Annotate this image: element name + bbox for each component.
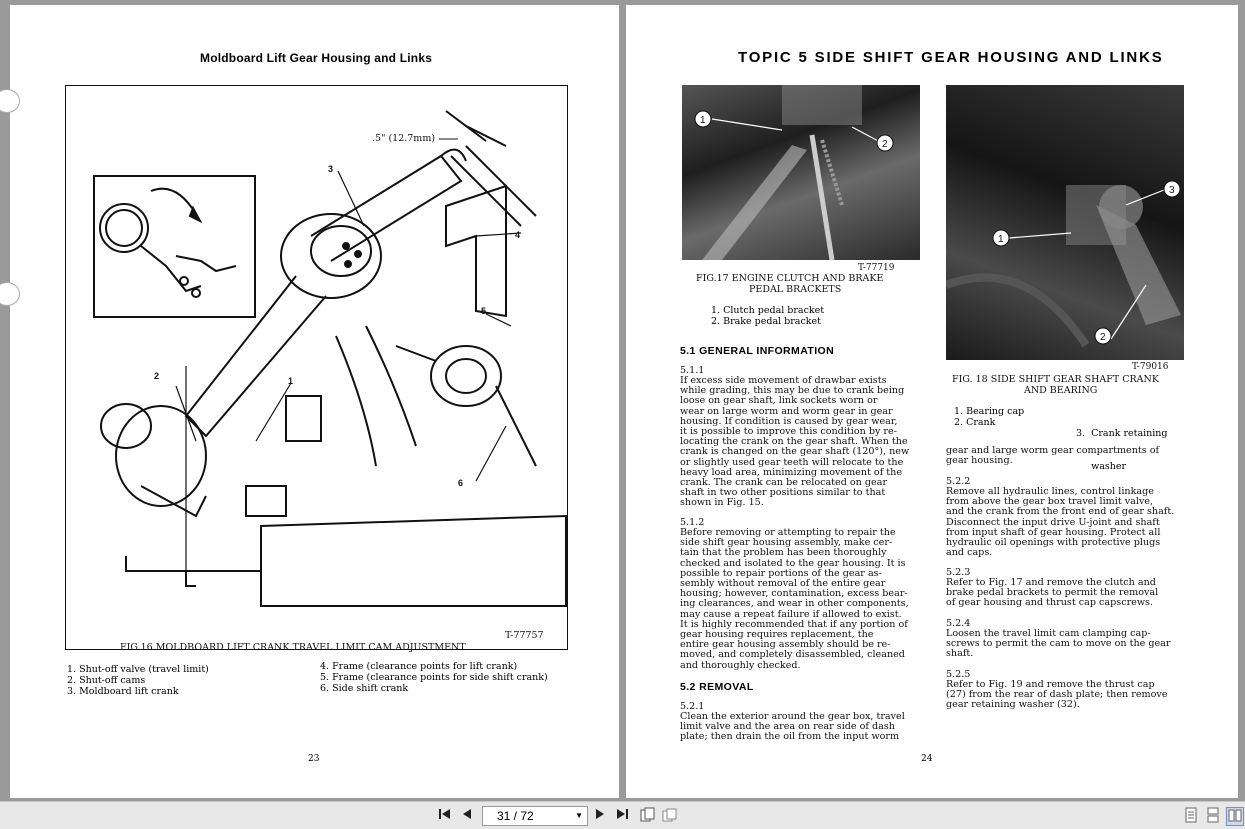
last-page-icon[interactable] (614, 807, 630, 824)
paragraph-5-2-2: Remove all hydraulic lines, control linkage from above the gear box travel limit valve, and the crank from the front end of gear shaft. Disconnect the input drive U-joint and shaft from input shaft of gear housing. Protect all hydraulic oil openings with protective plugs and caps. (946, 486, 1175, 559)
callout-2: 2 (882, 139, 888, 150)
callout-6: 6 (458, 478, 464, 488)
legend-right (320, 661, 548, 694)
legend-item: washer (1076, 461, 1127, 472)
figure-17-ref: T-77719 (858, 263, 895, 273)
legend-item: 2. Shut-off cams (67, 675, 146, 686)
figure-17-legend (711, 305, 824, 327)
callout-5: 5 (481, 306, 487, 316)
rotate-icon[interactable] (638, 807, 656, 824)
legend-item: 4. Frame (clearance points for lift crank) (320, 661, 518, 672)
first-page-icon[interactable] (437, 807, 453, 824)
callout-2: 2 (1100, 332, 1106, 343)
legend-item: 2. Brake pedal bracket (711, 316, 821, 327)
right-page (626, 5, 1238, 798)
viewer-toolbar (0, 801, 1245, 829)
paragraph-number: 5.1.2 (680, 517, 705, 528)
callout-2: 2 (154, 371, 160, 381)
next-page-icon[interactable] (593, 807, 607, 824)
figure-17-caption: FIG.17 ENGINE CLUTCH AND BRAKE (696, 273, 884, 284)
legend-item: 1. Bearing cap (954, 406, 1025, 417)
figure-18-photo (946, 85, 1184, 360)
single-page-view-icon[interactable] (1183, 807, 1199, 824)
callout-4: 4 (515, 230, 521, 240)
page-heading: Moldboard Lift Gear Housing and Links (200, 51, 433, 65)
paragraph-5-2-1-cont: gear and large worm gear compartments of gear housing. (946, 445, 1160, 467)
figure-16-caption: FIG.16 MOLDBOARD LIFT CRANK TRAVEL LIMIT CAM ADJUSTMENT (120, 642, 466, 653)
callout-3: 3 (328, 164, 334, 174)
previous-page-icon[interactable] (460, 807, 474, 824)
figure-16-frame (65, 85, 568, 650)
figure-18-caption-2: AND BEARING (1024, 385, 1098, 396)
legend-item: 5. Frame (clearance points for side shift crank) (320, 672, 548, 683)
legend-item: 1. Clutch pedal bracket (711, 305, 825, 316)
section-heading: 5.1 GENERAL INFORMATION (680, 345, 835, 357)
copy-icon[interactable] (660, 807, 678, 824)
callout-3: 3 (1169, 185, 1175, 196)
paragraph-5-1-2: Before removing or attempting to repair the side shift gear housing assembly, make cer- tain that the problem has been thoroughly checked and isolated to the gear housing. It is possible to repair portions of the gear as- sembly without removal of the entire gear housing; however, contamination, excess bear- ing clearances, and wear in other components, may cause a repeat failure if allowed to exist. It is highly recommended that if any portion of gear housing requires replacement, the entire gear housing assembly should be re- moved, and completely disassembled, cleaned and thoroughly checked. (680, 527, 909, 671)
two-page-view-icon[interactable] (1226, 807, 1244, 826)
figure-18-legend-left (954, 406, 1024, 428)
page-heading: TOPIC 5 SIDE SHIFT GEAR HOUSING AND LINKS (738, 49, 1164, 66)
paragraph-5-2-4: Loosen the travel limit cam clamping cap- screws to permit the cam to move on the gear shaft. (946, 628, 1171, 660)
paragraph-number: 5.2.1 (680, 701, 705, 712)
paragraph-5-2-1: Clean the exterior around the gear box, travel limit valve and the area on rear side of dash plate; then drain the oil from the input worm (680, 711, 905, 743)
paragraph-number: 5.2.2 (946, 476, 971, 487)
figure-17-photo (682, 85, 920, 260)
callout-1: 1 (998, 234, 1004, 245)
figure-17-caption-2: PEDAL BRACKETS (749, 284, 842, 295)
section-heading: 5.2 REMOVAL (680, 681, 754, 693)
legend-item: 6. Side shift crank (320, 683, 409, 694)
paragraph-5-2-3: Refer to Fig. 17 and remove the clutch and brake pedal brackets to permit the removal of gear housing and thrust cap capscrews. (946, 577, 1159, 609)
legend-left (67, 664, 209, 697)
paragraph-number: 5.2.3 (946, 567, 971, 578)
paragraph-5-1-1: If excess side movement of drawbar exists while grading, this may be due to crank being loose on gear shaft, link sockets worn or wear on large worm and worm gear in gear housing. If condition is caused by gear wear, it is possible to improve this condition by re- locating the crank on the gear shaft. When the crank is changed on the gear shaft (120°), new or slightly used gear teeth will relocate to the heavy load area, minimizing movement of the crank. The crank can be relocated on gear shaft in two other positions similar to that shown in Fig. 15. (680, 375, 910, 509)
dimension-label: .5" (12.7mm) (372, 133, 436, 144)
legend-item: 3. Crank retaining (1076, 428, 1168, 439)
paragraph-5-2-5: Refer to Fig. 19 and remove the thrust cap (27) from the rear of dash plate; then remove gear retaining washer (32). (946, 679, 1168, 711)
page-number: 24 (921, 754, 933, 764)
paragraph-number: 5.2.4 (946, 618, 971, 629)
paragraph-number: 5.1.1 (680, 365, 705, 376)
callout-1: 1 (288, 376, 294, 386)
left-page (10, 5, 619, 798)
page-number: 23 (308, 754, 320, 764)
legend-item: 3. Moldboard lift crank (67, 686, 179, 697)
callout-1: 1 (700, 115, 706, 126)
legend-item: 2. Crank (954, 417, 996, 428)
page-selector[interactable] (482, 806, 588, 826)
legend-item: 1. Shut-off valve (travel limit) (67, 664, 209, 675)
paragraph-number: 5.2.5 (946, 669, 971, 680)
figure-18-caption: FIG. 18 SIDE SHIFT GEAR SHAFT CRANK (952, 374, 1159, 385)
figure-18-ref: T-79016 (1132, 362, 1169, 372)
page-indicator: 31 / 72 (497, 809, 534, 823)
continuous-view-icon[interactable] (1205, 807, 1221, 824)
moldboard-lift-diagram (66, 86, 567, 649)
chevron-down-icon: ▼ (575, 811, 583, 820)
figure-ref: T-77757 (505, 630, 544, 641)
